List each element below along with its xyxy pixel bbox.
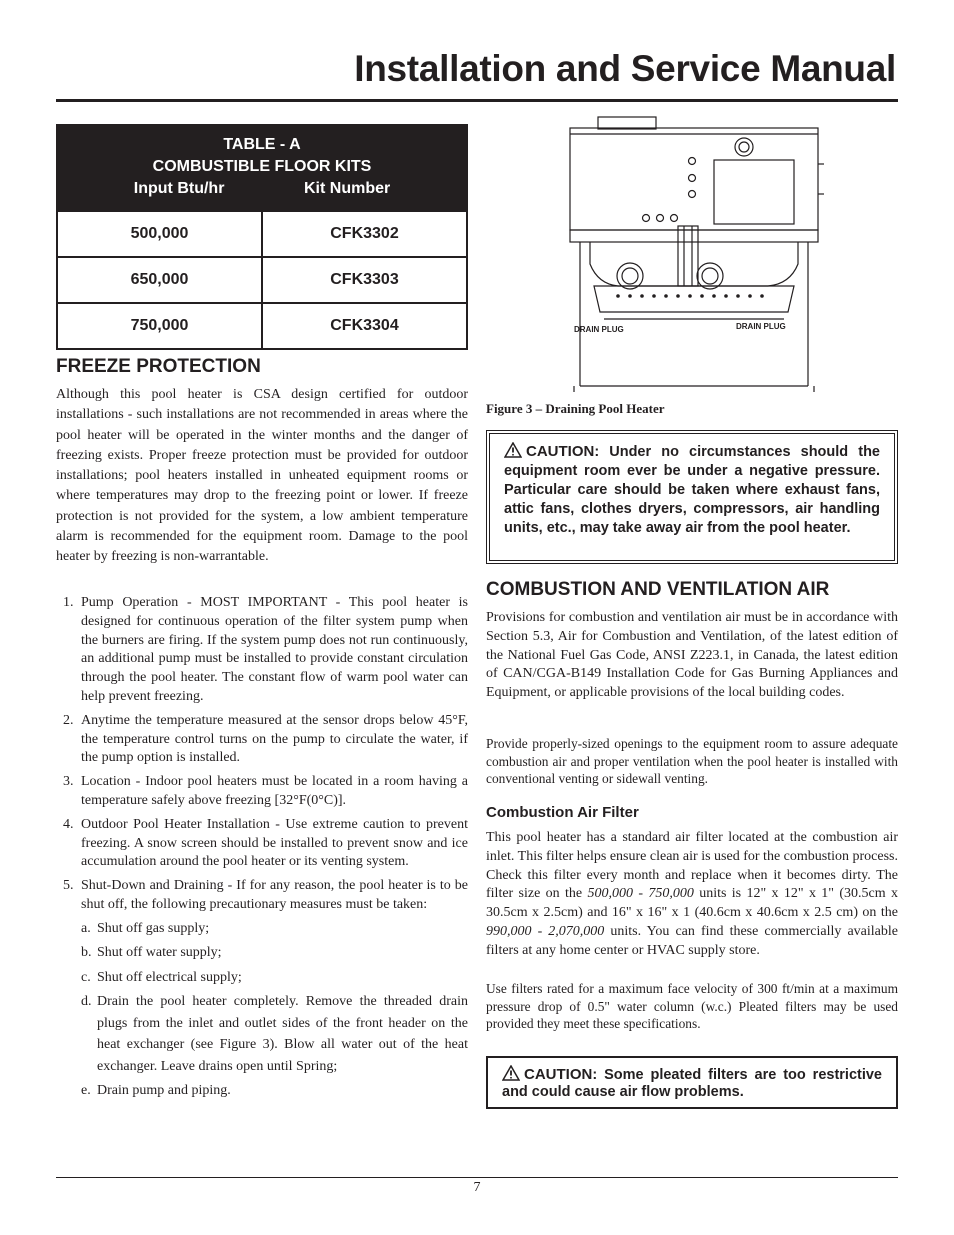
column-header-kit: Kit Number [303, 180, 391, 197]
caution-text: : Some pleated filters are too restrictive and could cause air flow problems. [502, 1067, 882, 1100]
filter-text: This pool heater has a standard air filter located at the combustion air inlet. This filter helps ensure clean air is used for the combustion process. Check this filter every month and replace when it becomes dirty. The filter size on the [486, 830, 898, 902]
sub-list-letter: a. [81, 920, 91, 936]
caution-box-pleated-filters [486, 1056, 898, 1109]
footer-rule [56, 1177, 898, 1178]
combustion-paragraph-2: Provide properly-sized openings to the equipment room to assure adequate combustion air and proper ventilation when the pool heater is installed with conventional venting or sidewall venting. [486, 736, 898, 786]
list-item [56, 594, 468, 707]
warning-icon [502, 1065, 520, 1081]
sub-list-item [81, 1080, 468, 1102]
list-number: 3. [63, 774, 74, 790]
list-item [56, 877, 468, 1102]
combustible-floor-kits-table [56, 124, 468, 350]
filter-text: units is 12" x 12" x 1" (30.5cm x 30.5cm x 2.5cm) and 16" x 16" x 1 (40.6cm x 40.6cm x 2.5 cm) on the [486, 886, 898, 921]
combustion-ventilation-heading: COMBUSTION AND VENTILATION AIR [486, 579, 830, 600]
page-title: Installation and Service Manual [354, 48, 896, 89]
table-cell-input: 500,000 [58, 212, 263, 256]
sub-list-letter: e. [81, 1083, 91, 1099]
header-rule [56, 99, 898, 102]
freeze-protection-list [56, 594, 468, 1107]
list-text: Shut-Down and Draining - If for any reason, the pool heater is to be shut off, the following precautionary measures must be taken: [81, 878, 468, 912]
list-item [56, 773, 468, 811]
table-row [58, 256, 466, 302]
table-header [58, 126, 466, 210]
sub-list-letter: b. [81, 945, 92, 961]
table-cell-input: 650,000 [58, 258, 263, 302]
combustion-air-filter-heading: Combustion Air Filter [486, 804, 639, 821]
caution-box-negative-pressure [486, 430, 898, 564]
filter-model-range-2: 990,000 - 2,070,000 [486, 923, 605, 939]
table-cell-kit: CFK3303 [330, 271, 399, 288]
list-text: Location - Indoor pool heaters must be located in a room having a temperature safely above freezing [32°F(0°C)]. [81, 774, 468, 808]
list-number: 5. [63, 878, 74, 894]
sub-list-text: Drain pump and piping. [97, 1083, 231, 1099]
sub-list-text: Shut off gas supply; [97, 920, 210, 936]
table-row [58, 302, 466, 348]
drain-plug-label-right: DRAIN PLUG [736, 322, 786, 331]
freeze-intro-paragraph: Although this pool heater is CSA design certified for outdoor installations - such installations are not recommended in areas where the pool heater will be operated in the winter months and the danger of freezing exists. Proper freeze protection must be provided for outdoor installations; pool heaters installed in unheated equipment rooms or where temperatures may drop to the freezing point or lower. If freeze protection is not provided for the system, a low ambient temperature alarm is recommended for the equipment room. Damage to the pool heater by freezing is non-warrantable. [56, 387, 468, 565]
figure-caption: Figure 3 – Draining Pool Heater [486, 401, 665, 416]
table-cell-kit: CFK3302 [330, 225, 399, 242]
sub-list-item [81, 918, 468, 940]
column-header-input: Input Btu/hr [133, 180, 225, 197]
list-number: 2. [63, 712, 74, 728]
sub-list-item [81, 991, 468, 1077]
freeze-protection-heading: FREEZE PROTECTION [56, 356, 261, 377]
list-number: 4. [63, 816, 74, 832]
table-cell-kit: CFK3304 [330, 317, 399, 334]
filter-paragraph-1 [486, 829, 898, 961]
list-text: Outdoor Pool Heater Installation - Use extreme caution to prevent freezing. A snow screen should be installed to prevent snow and ice accumulation around the pool heater or its venting system. [81, 816, 468, 870]
caution-text: : Under no circumstances should the equipment room ever be under a negative pressure. Particular care should be taken where exhaust fans, attic fans, clothes dryers, compressors, air handling units, etc., may take away air from the pool heater. [504, 444, 880, 536]
warning-icon [504, 442, 522, 458]
table-title: TABLE - A [223, 136, 301, 153]
table-subtitle: COMBUSTIBLE FLOOR KITS [152, 158, 372, 175]
sub-list-text: Drain the pool heater completely. Remove the threaded drain plugs from the inlet and outlet sides of the front header on the heat exchanger (see Figure 3). Blow all water out of the heat exchanger. Leave drains open until Spring; [97, 994, 468, 1074]
table-cell-input: 750,000 [58, 304, 263, 348]
list-number: 1. [63, 595, 74, 610]
list-item [56, 712, 468, 768]
filter-model-range-1: 500,000 - 750,000 [587, 886, 694, 902]
combustion-paragraph-1: Provisions for combustion and ventilation air must be in accordance with Section 5.3, Air for Combustion and Ventilation, of the latest edition of the National Fuel Gas Code, ANSI Z223.1, in Canada, the latest edition of CAN/CGA-B149 Installation Code for Gas Burning Appliances and Equipment, or applicable provisions of the local building codes. [486, 610, 898, 701]
caution-label: CAUTION [526, 443, 595, 460]
draining-pool-heater-figure [568, 114, 826, 394]
sub-list-text: Shut off water supply; [97, 945, 222, 961]
drain-plug-label-left: DRAIN PLUG [574, 325, 624, 334]
list-text: Anytime the temperature measured at the sensor drops below 45°F, the temperature control turns on the pump to circulate the water, if the pump option is installed. [81, 712, 468, 766]
filter-text: units. You can find these commercially available filters at any home center or HVAC supply store. [486, 923, 898, 958]
sub-list-item [81, 967, 468, 989]
sub-list-letter: c. [81, 969, 91, 985]
table-row [58, 210, 466, 256]
list-text: Pump Operation - MOST IMPORTANT - This pool heater is designed for continuous operation of the filter system pump when the burners are firing. If the system pump does not run continuously, an additional pump must be installed to provide constant circulation through the pool heater. The constant flow of warm pool water can help prevent freezing. [81, 595, 468, 704]
sub-list-letter: d. [81, 994, 92, 1010]
shutdown-sublist [81, 918, 468, 1102]
caution-label: CAUTION [524, 1066, 593, 1083]
page-number: 7 [473, 1180, 481, 1195]
sub-list-item [81, 942, 468, 964]
filter-paragraph-2: Use filters rated for a maximum face velocity of 300 ft/min at a maximum pressure drop of 0.5" water column (w.c.) Pleated filters may be used provided they meet these specifications. [486, 981, 898, 1031]
sub-list-text: Shut off electrical supply; [97, 969, 242, 985]
list-item [56, 816, 468, 872]
